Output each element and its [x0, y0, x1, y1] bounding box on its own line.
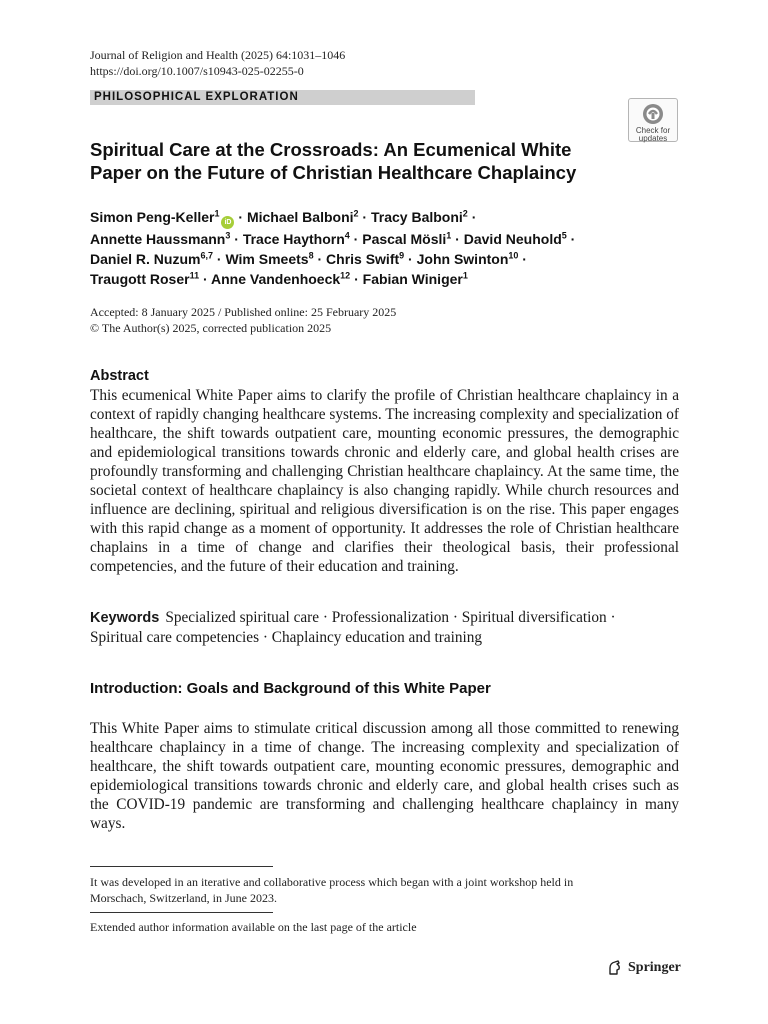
copyright-notice: © The Author(s) 2025, corrected publication 2025 [90, 321, 332, 335]
journal-header [90, 47, 345, 79]
introduction-heading: Introduction: Goals and Background of this White Paper [90, 680, 491, 697]
check-updates-icon [641, 102, 665, 126]
abstract-heading: Abstract [90, 368, 149, 384]
title-line-1: Spiritual Care at the Crossroads: An Ecumenical White [90, 139, 572, 160]
section-label: PHILOSOPHICAL EXPLORATION [90, 90, 475, 105]
publication-dates [90, 304, 396, 336]
orcid-icon[interactable]: iD [221, 216, 234, 229]
author-affiliation: 1 [446, 230, 452, 241]
author-affiliation: 4 [344, 230, 350, 241]
author-affiliation: 8 [308, 250, 314, 261]
author-separator: · [313, 251, 327, 267]
author-separator: · [566, 231, 576, 247]
author-affiliation: 2 [462, 208, 468, 219]
author-name[interactable]: Daniel R. Nuzum [90, 251, 201, 267]
title-line-2: Paper on the Future of Christian Healthcare Chaplaincy [90, 162, 577, 183]
author-name[interactable]: Wim Smeets [225, 251, 309, 267]
author-separator: · [230, 231, 243, 247]
publisher-logo [606, 959, 681, 977]
author-separator: · [199, 271, 212, 287]
publisher-name: Springer [628, 960, 681, 975]
author-affiliation: 10 [508, 250, 519, 261]
footnote-development-line-1: It was developed in an iterative and collaborative process which began with a joint workshop held in [90, 875, 574, 889]
author-separator: · [518, 251, 527, 267]
author-separator: · [349, 231, 363, 247]
author-name[interactable]: Simon Peng-Keller [90, 209, 215, 225]
author-line [90, 207, 690, 229]
author-affiliation: 2 [353, 208, 359, 219]
introduction-text: This White Paper aims to stimulate critical discussion among all those committed to renewing healthcare chaplaincy in a time of change. The increasing complexity and specialization of healthcare, the shift towards outpatient care, mounting economic pressures, demographic and epidemiological transitions towards chronic and elderly care, and global health crises such as the COVID-19 pandemic are transforming and challenging healthcare chaplaincy in many ways. [90, 720, 679, 833]
author-line [90, 269, 690, 289]
author-line [90, 229, 690, 249]
keywords-line-2: Spiritual care competencies · Chaplaincy education and training [90, 629, 483, 646]
author-separator: · [234, 209, 247, 225]
article-title [90, 138, 610, 184]
check-updates-line2: updates [638, 134, 668, 143]
keywords-label: Keywords [90, 610, 160, 626]
keywords [90, 608, 690, 647]
author-name[interactable]: Trace Haythorn [242, 231, 345, 247]
footnote-development [90, 874, 690, 906]
author-name[interactable]: Anne Vandenhoeck [211, 271, 341, 287]
author-name[interactable]: John Swinton [416, 251, 509, 267]
journal-citation: Journal of Religion and Health (2025) 64:1031–1046 [90, 48, 346, 62]
author-separator: · [467, 209, 477, 225]
check-for-updates-badge[interactable] [628, 98, 678, 142]
author-separator: · [212, 251, 226, 267]
author-affiliation: 11 [189, 270, 200, 281]
author-separator: · [404, 251, 417, 267]
keywords-line-1: Specialized spiritual care · Professionalization · Spiritual diversification · [165, 609, 616, 626]
doi-link[interactable]: https://doi.org/10.1007/s10943-025-02255-0 [90, 64, 304, 78]
author-name[interactable]: Chris Swift [326, 251, 400, 267]
accepted-published-date: Accepted: 8 January 2025 / Published online: 25 February 2025 [90, 305, 397, 319]
footnote-development-line-2: Morschach, Switzerland, in June 2023. [90, 891, 277, 905]
author-name[interactable]: Fabian Winiger [362, 271, 463, 287]
abstract-text: This ecumenical White Paper aims to clarify the profile of Christian healthcare chaplaincy in a context of rapidly changing healthcare systems. The increasing complexity and specialization of healthcare, the shift towards outpatient care, mounting economic pressures, the demographic and epidemiological transitions towards chronic and elderly care, and global health crises are profoundly transforming and challenging Christian healthcare chaplaincy. At the same time, the societal context of healthcare chaplaincy is also changing rapidly. While church resources and influence are declining, spiritual and religious diversification is on the rise. This paper engages with this rapid change as a moment of opportunity. It addresses the role of Christian healthcare chaplains in a time of change and clarifies their theological basis, their professional competencies, and the future of their education and training. [90, 387, 679, 576]
springer-horse-icon [606, 959, 624, 977]
author-separator: · [358, 209, 371, 225]
author-separator: · [350, 271, 363, 287]
author-affiliation: 6,7 [200, 250, 213, 261]
author-line [90, 249, 690, 269]
author-name[interactable]: Pascal Mösli [362, 231, 447, 247]
author-affiliation: 12 [340, 270, 351, 281]
check-updates-line1: Check for [635, 126, 671, 135]
author-name[interactable]: David Neuhold [463, 231, 562, 247]
footnote-divider-2 [90, 912, 273, 913]
author-list [90, 207, 690, 289]
author-affiliation: 3 [225, 230, 231, 241]
author-affiliation: 5 [561, 230, 567, 241]
author-affiliation: 9 [399, 250, 405, 261]
author-affiliation: 1 [214, 208, 220, 219]
footnote-extended-info: Extended author information available on the last page of the article [90, 920, 417, 934]
author-name[interactable]: Annette Haussmann [90, 231, 226, 247]
author-separator: · [451, 231, 464, 247]
author-name[interactable]: Michael Balboni [246, 209, 354, 225]
footnote-divider [90, 866, 273, 867]
author-name[interactable]: Traugott Roser [90, 271, 190, 287]
author-affiliation: 1 [462, 270, 468, 281]
author-name[interactable]: Tracy Balboni [370, 209, 463, 225]
